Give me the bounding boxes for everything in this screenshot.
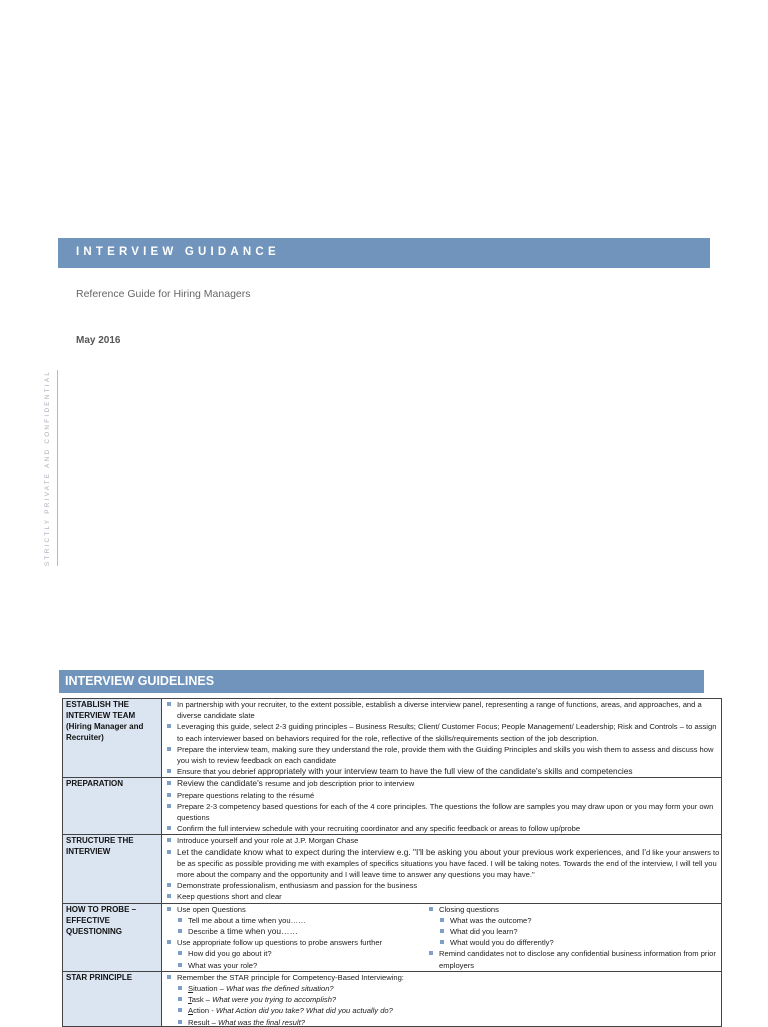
list-text: ask –: [191, 995, 213, 1005]
table-row-star: [63, 971, 722, 1026]
row-label-star: STAR PRINCIPLE: [63, 971, 162, 1026]
list-text: Ensure that you debrief: [177, 767, 258, 777]
probe-left-column: [166, 904, 428, 971]
cover-subtitle: Reference Guide for Hiring Managers: [76, 288, 251, 300]
list-text: Let the candidate know what to expect during the interview e.g. "I'll be asking you about your previous work experiences, and I': [177, 846, 646, 857]
list-item: [177, 926, 428, 937]
row-content-establish: [162, 699, 722, 778]
list-item: Remind candidates not to disclose any confidential business information from prior employers: [428, 948, 721, 970]
table-row-structure: [63, 835, 722, 903]
confidential-side-text: STRICTLY PRIVATE AND CONFIDENTIAL: [44, 369, 51, 566]
list-text: What was the final result?: [217, 1017, 305, 1026]
list-item: Prepare 2-3 competency based questions for each of the 4 core principles. The questions the follow are samples you may draw upon or you may form your own questions: [166, 801, 721, 823]
guidelines-heading: INTERVIEW GUIDELINES: [65, 674, 215, 688]
star-letter: R: [188, 1017, 194, 1026]
list-text: What were you trying to accomplish?: [212, 995, 337, 1005]
list-item: Prepare the interview team, making sure they understand the role, provide them with the Guiding Principles and skills you wish them to assess and discuss how you wish to review feedback on each candidate: [166, 744, 721, 766]
guidelines-table: [62, 698, 722, 1027]
table-row-probe: [63, 903, 722, 971]
cover-date: May 2016: [76, 335, 121, 346]
table-row-preparation: [63, 778, 722, 835]
star-letter: T: [188, 995, 192, 1005]
cover-title: INTERVIEW GUIDANCE: [76, 246, 280, 258]
list-item: [166, 778, 721, 789]
cover-title-bar: [58, 238, 710, 268]
list-item: Leveraging this guide, select 2-3 guiding principles – Business Results; Client/ Customer Focus; People Management/ Leadership; Risk and Controls – to assign to each interviewer based on behaviors required for the role, reflective of the skills/requirements section of the job description.: [166, 721, 721, 743]
star-content: [166, 972, 721, 1026]
row-label-probe: HOW TO PROBE – EFFECTIVE QUESTIONING: [63, 903, 162, 971]
probe-columns: [166, 904, 721, 971]
list-item: Introduce yourself and your role at J.P. Morgan Chase: [166, 835, 721, 846]
star-letter: S: [188, 984, 194, 994]
list-item: [177, 994, 721, 1005]
side-divider: [57, 370, 58, 566]
list-text: ction -: [193, 1006, 216, 1016]
list-text: a time when you……: [220, 926, 298, 937]
list-item: [177, 983, 721, 994]
list-item: Closing questions: [428, 904, 721, 915]
row-content-probe: [162, 903, 722, 971]
probe-right-column: [428, 904, 721, 971]
list-item: How did you go about it?: [177, 948, 428, 959]
list-text: resume and job description prior to interview: [265, 779, 415, 789]
list-item: In partnership with your recruiter, to the extent possible, establish a diverse interview panel, representing a range of functions, areas, and approaches, and a diverse candidate slate: [166, 699, 721, 721]
list-item: What would you do differently?: [439, 937, 721, 948]
star-letter: A: [188, 1006, 194, 1016]
list-item: Demonstrate professionalism, enthusiasm and passion for the business: [166, 880, 721, 891]
list-item: Tell me about a time when you……: [177, 915, 428, 926]
list-text: d like your answers to be as specific as possible providing me with examples of specifics situations you have faced. I will be taking notes. Towards the end of the interview, I will tell you more about the company and the opportunity and I will leave time to answer any questions you may have.": [177, 847, 720, 880]
list-text: appropriately with your interview team to have the full view of the candidate's skills and competencies: [257, 766, 633, 777]
list-text: Review the candidate's: [177, 778, 266, 789]
list-text: ituation –: [193, 984, 227, 994]
list-item: Keep questions short and clear: [166, 891, 721, 902]
row-label-establish: ESTABLISH THE INTERVIEW TEAM (Hiring Manager and Recruiter): [63, 699, 162, 778]
row-content-structure: [162, 835, 722, 903]
table-row-establish: [63, 699, 722, 778]
row-content-preparation: [162, 778, 722, 835]
list-text: What Action did you take? What did you actually do?: [215, 1006, 393, 1016]
list-item: Use appropriate follow up questions to probe answers further: [166, 937, 428, 948]
row-label-structure: STRUCTURE THE INTERVIEW: [63, 835, 162, 903]
list-item: Confirm the full interview schedule with your recruiting coordinator and any specific feedback or areas to follow up/probe: [166, 823, 721, 834]
list-text: Describe: [188, 927, 221, 937]
guidelines-heading-bar: [59, 670, 704, 693]
row-content-star: [162, 971, 722, 1026]
list-item: What was your role?: [177, 960, 428, 971]
list-item: [177, 1005, 721, 1016]
row-label-preparation: PREPARATION: [63, 778, 162, 835]
list-item: What did you learn?: [439, 926, 721, 937]
list-item: [177, 1017, 721, 1026]
list-text: esult –: [193, 1017, 218, 1026]
list-text: What was the defined situation?: [226, 984, 334, 994]
list-item: [166, 847, 721, 881]
list-item: Prepare questions relating to the résumé: [166, 790, 721, 801]
list-item: What was the outcome?: [439, 915, 721, 926]
list-item: Remember the STAR principle for Competency-Based Interviewing:: [166, 972, 721, 983]
list-item: [166, 766, 721, 777]
list-item: Use open Questions: [166, 904, 428, 915]
